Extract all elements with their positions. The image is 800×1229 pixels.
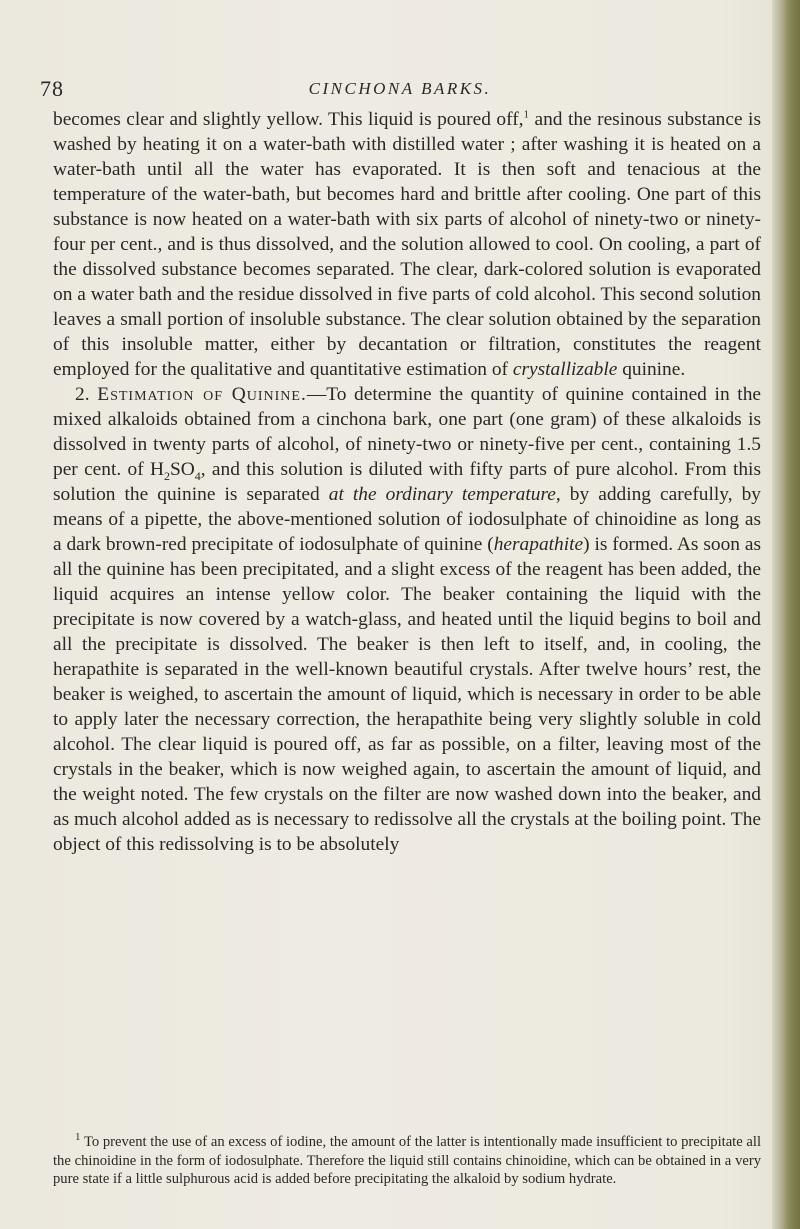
emphasis-crystallizable: crystallizable (512, 359, 618, 380)
section-number: 2. (75, 384, 98, 405)
page-number: 78 (40, 76, 64, 101)
paragraph-continuation: becomes clear and slightly yellow. This liquid is poured off,$^1$ and the resinous substance is washed by heating it on a water-bath with distilled water ; after washing it is heated on a water-bath until all the water has evaporated. It is then soft and tenacious at the temperature of the water-bath, but becomes hard and brittle after cooling. One part of this substance is now heated on a water-bath with six parts of alcohol of ninety-two or ninety-four per cent., and is thus dissolved, and the solution allowed to cool. On cooling, a part of the dissolved substance becomes separated. The clear, dark-colored solution is evaporated on a water bath and the residue dissolved in five parts of cold alcohol. This second solution leaves a small portion of insoluble substance. The clear solution obtained by the separation of this insoluble matter, either by decantation or filtration, constitutes the reagent employed for the qualitative and quantitative estimation of crystallizable quinine. (53, 108, 761, 380)
paragraph-estimation-of-quinine: 2. Estimation of Quinine.—To determine the quantity of quinine contained in the mixed alkaloids obtained from a cinchona bark, one part (one gram) of these alkaloids is dissolved in twenty parts of alcohol, of ninety-two or ninety-five per cent., containing 1.5 per cent. of $H_2SO_4$, and this solution is diluted with fifty parts of pure alcohol. From this solution the quinine is separated at the ordinary temperature, by adding carefully, by means of a pipette, the above-mentioned solution of iodosulphate of chinoidine as long as a dark brown-red precipitate of iodosulphate of quinine (herapathite) is formed. As soon as all the quinine has been precipitated, and a slight excess of the reagent has been added, the liquid acquires an intense yellow color. The beaker containing the liquid with the precipitate is now covered by a watch-glass, and heated until the liquid begins to boil and all the precipitate is dissolved. The beaker is then left to itself, and, in cooling, the herapathite is separated in the well-known beautiful crystals. After twelve hours’ rest, the beaker is weighed, to ascertain the amount of liquid, which is necessary in order to be able to apply later the necessary correction, the herapathite being very slightly soluble in cold alcohol. The clear liquid is poured off, as far as possible, on a filter, leaving most of the crystals in the beaker, which is now weighed again, to ascertain the amount of liquid, and the weight noted. The few crystals on the filter are now washed down into the beaker, and as much alcohol added as is necessary to redissolve all the crystals at the boiling point. The object of this redissolving is to be absolutely (53, 384, 761, 855)
emphasis-ordinary-temperature: at the ordinary temperature (328, 484, 556, 505)
page-edge-shadow (772, 0, 800, 1229)
emphasis-herapathite: herapathite (493, 534, 584, 555)
body-text (53, 107, 761, 857)
footnote-marker: 1 (523, 108, 530, 121)
footnote (53, 1133, 761, 1189)
page-header (40, 76, 760, 106)
footnote-text: To prevent the use of an excess of iodine, the amount of the latter is intentionally made insufficient to precipitate all the chinoidine in the form of iodosulphate. Therefore the liquid still contains chinoidine, which can be obtained in a very pure state if a little sulphurous acid is added before precipitating the alkaloid by sodium hydrate. (53, 1134, 761, 1187)
running-head: CINCHONA BARKS. (308, 79, 492, 98)
section-heading: Estimation of Quinine. (97, 384, 307, 405)
footnote-number: 1 (75, 1131, 81, 1144)
